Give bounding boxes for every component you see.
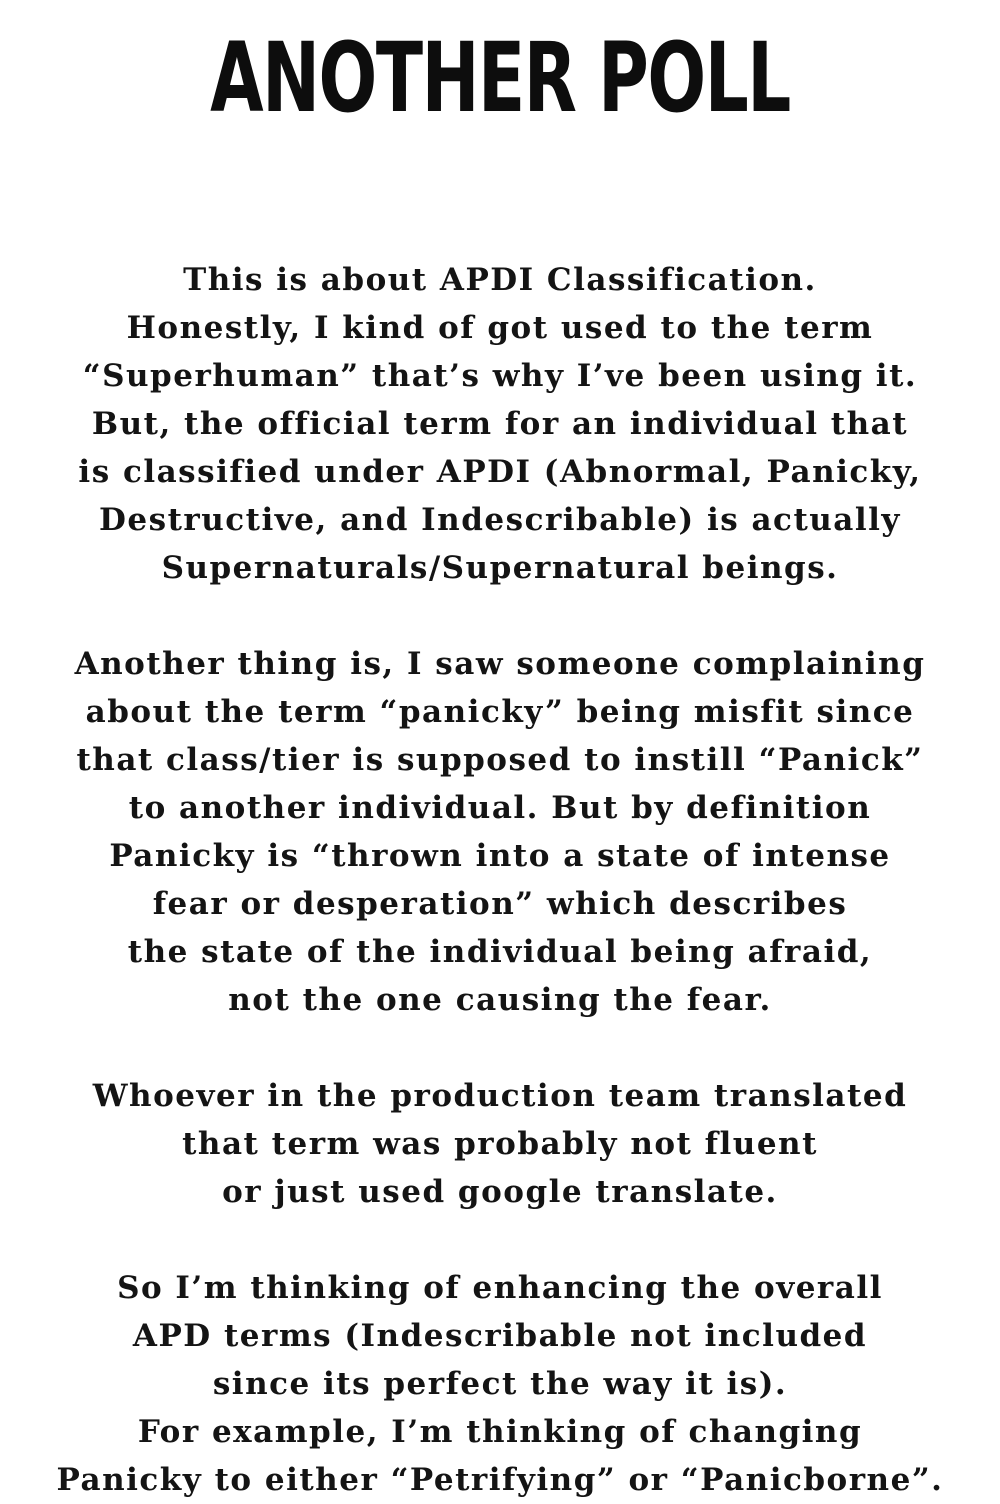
text-line: For example, I’m thinking of changing <box>137 1414 863 1450</box>
paragraph-3 <box>40 1072 960 1216</box>
text-line: since its perfect the way it is). <box>212 1366 788 1402</box>
text-line: Panicky is “thrown into a state of intense <box>109 838 891 874</box>
text-line: that class/tier is supposed to instill “Panick” <box>76 742 924 778</box>
text-line: the state of the individual being afraid, <box>127 934 873 970</box>
paragraph-2 <box>40 640 960 1024</box>
body-text <box>40 256 960 1504</box>
text-line: “Superhuman” that’s why I’ve been using it. <box>82 358 918 394</box>
text-line: But, the official term for an individual that <box>91 406 909 442</box>
text-line: Whoever in the production team translated <box>92 1078 908 1114</box>
text-line: about the term “panicky” being misfit since <box>85 694 915 730</box>
text-line: is classified under APDI (Abnormal, Panicky, <box>78 454 922 490</box>
text-line: that term was probably not fluent <box>182 1126 818 1162</box>
text-line: or just used google translate. <box>222 1174 778 1210</box>
text-line: So I’m thinking of enhancing the overall <box>117 1270 883 1306</box>
text-line: to another individual. But by definition <box>128 790 872 826</box>
text-line: APD terms (Indescribable not included <box>132 1318 868 1354</box>
text-line: Another thing is, I saw someone complaining <box>74 646 926 682</box>
text-line: Destructive, and Indescribable) is actually <box>99 502 901 538</box>
text-line: fear or desperation” which describes <box>152 886 848 922</box>
text-line: This is about APDI Classification. <box>183 262 817 298</box>
text-line: not the one causing the fear. <box>228 982 772 1018</box>
page-title: ANOTHER POLL <box>210 22 790 134</box>
paragraph-4 <box>40 1264 960 1504</box>
text-line: Supernaturals/Supernatural beings. <box>161 550 839 586</box>
text-line: Honestly, I kind of got used to the term <box>126 310 874 346</box>
text-line: Panicky to either “Petrifying” or “Panicborne”. <box>56 1462 944 1498</box>
paragraph-1 <box>40 256 960 592</box>
